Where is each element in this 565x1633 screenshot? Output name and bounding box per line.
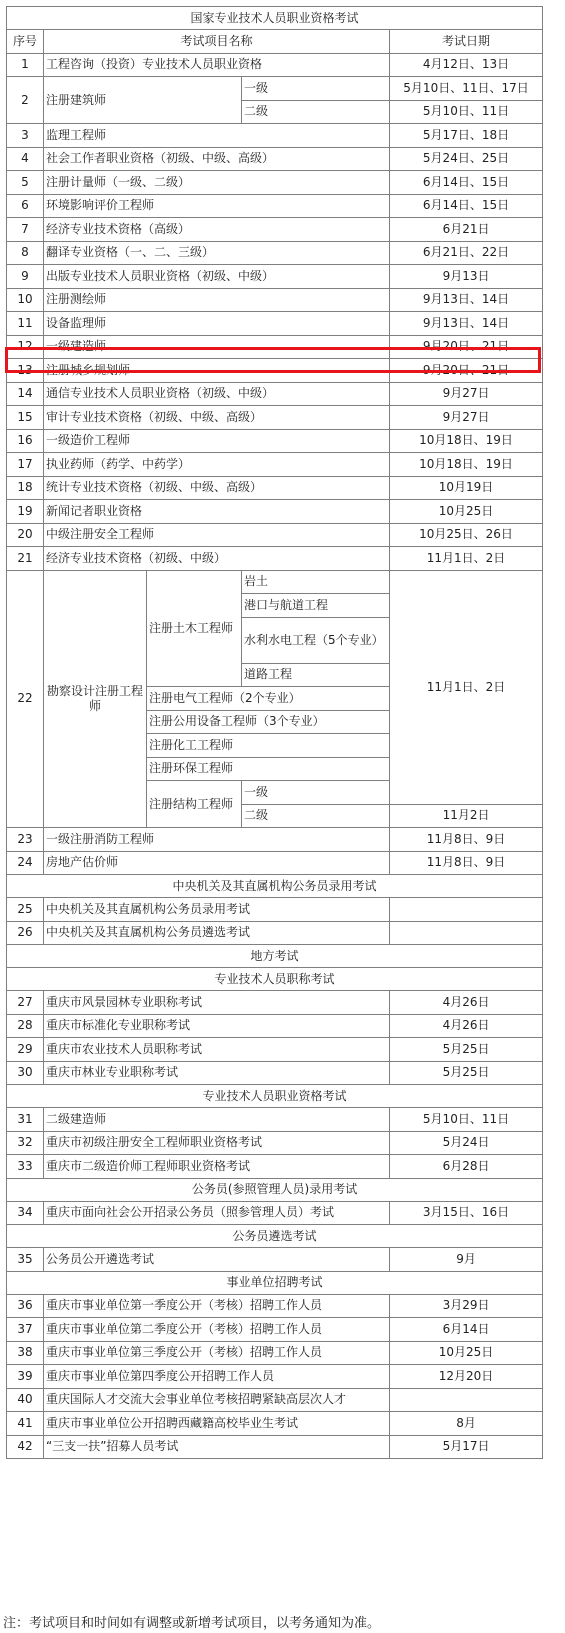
exam-date: 10月18日、19日 <box>390 429 543 453</box>
exam-date: 4月26日 <box>390 991 543 1015</box>
exam-date: 6月14日、15日 <box>390 194 543 218</box>
exam-date: 9月 <box>390 1248 543 1272</box>
row-number: 18 <box>7 476 44 500</box>
exam-date: 11月8日、9日 <box>390 828 543 852</box>
exam-name: 重庆市事业单位第三季度公开（考核）招聘工作人员 <box>44 1341 390 1365</box>
table-row <box>7 851 543 875</box>
exam-name: 翻译专业资格（一、二、三级） <box>44 241 390 265</box>
exam-date: 9月13日 <box>390 265 543 289</box>
exam-date: 9月13日、14日 <box>390 312 543 336</box>
exam-subitem: 港口与航道工程 <box>242 594 390 618</box>
exam-date: 6月14日 <box>390 1318 543 1342</box>
exam-name: 注册计量师（一级、二级） <box>44 171 390 195</box>
table-row <box>7 241 543 265</box>
table-row <box>7 359 543 383</box>
table-row <box>7 288 543 312</box>
exam-date: 3月29日 <box>390 1294 543 1318</box>
row-number: 11 <box>7 312 44 336</box>
exam-subitem: 注册电气工程师（2个专业） <box>147 687 390 711</box>
row-number: 3 <box>7 124 44 148</box>
section-title: 专业技术人员职称考试 <box>7 968 543 991</box>
exam-name: 重庆市林业专业职称考试 <box>44 1061 390 1085</box>
exam-date: 10月25日、26日 <box>390 523 543 547</box>
row-number: 22 <box>7 570 44 828</box>
row-number: 34 <box>7 1201 44 1225</box>
exam-name: 公务员公开遴选考试 <box>44 1248 390 1272</box>
exam-date: 8月 <box>390 1412 543 1436</box>
exam-subitem: 注册公用设备工程师（3个专业） <box>147 710 390 734</box>
exam-name: 新闻记者职业资格 <box>44 500 390 524</box>
exam-date: 4月12日、13日 <box>390 53 543 77</box>
exam-name: 二级建造师 <box>44 1108 390 1132</box>
row-number: 5 <box>7 171 44 195</box>
exam-name: 重庆市事业单位第一季度公开（考核）招聘工作人员 <box>44 1294 390 1318</box>
row-number: 31 <box>7 1108 44 1132</box>
exam-date: 3月15日、16日 <box>390 1201 543 1225</box>
exam-name: 执业药师（药学、中药学） <box>44 453 390 477</box>
table-row <box>7 335 543 359</box>
exam-schedule-table <box>6 6 543 1459</box>
section-title: 地方考试 <box>7 945 543 968</box>
exam-name: 中央机关及其直属机构公务员录用考试 <box>44 898 390 922</box>
exam-date: 10月25日 <box>390 1341 543 1365</box>
table-row <box>7 1038 543 1062</box>
table-row <box>7 1318 543 1342</box>
row-number: 19 <box>7 500 44 524</box>
row-number: 1 <box>7 53 44 77</box>
exam-date: 11月8日、9日 <box>390 851 543 875</box>
exam-date: 5月10日、11日、17日 <box>390 77 543 101</box>
exam-date: 11月2日 <box>390 804 543 828</box>
exam-date: 9月20日、21日 <box>390 359 543 383</box>
row-number: 10 <box>7 288 44 312</box>
exam-date: 5月10日、11日 <box>390 100 543 124</box>
row-number: 26 <box>7 921 44 945</box>
exam-subitem: 水利水电工程（5个专业） <box>242 617 390 663</box>
row-number: 6 <box>7 194 44 218</box>
exam-name: “三支一扶”招募人员考试 <box>44 1435 390 1459</box>
exam-subitem: 一级 <box>242 77 390 101</box>
section-row <box>7 1085 543 1108</box>
exam-subitem: 一级 <box>242 781 390 805</box>
exam-name: 社会工作者职业资格（初级、中级、高级） <box>44 147 390 171</box>
row-number: 36 <box>7 1294 44 1318</box>
exam-date: 5月24日 <box>390 1131 543 1155</box>
row-number: 38 <box>7 1341 44 1365</box>
section-row <box>7 875 543 898</box>
header-item: 考试项目名称 <box>44 30 390 54</box>
table-row <box>7 828 543 852</box>
table-row <box>7 570 543 594</box>
exam-date: 10月18日、19日 <box>390 453 543 477</box>
section-row <box>7 945 543 968</box>
row-number: 13 <box>7 359 44 383</box>
exam-name: 出版专业技术人员职业资格（初级、中级） <box>44 265 390 289</box>
exam-name: 房地产估价师 <box>44 851 390 875</box>
table-row <box>7 53 543 77</box>
exam-name: 统计专业技术资格（初级、中级、高级） <box>44 476 390 500</box>
exam-name: 注册测绘师 <box>44 288 390 312</box>
table-row <box>7 1155 543 1179</box>
exam-date <box>390 1388 543 1412</box>
row-number: 4 <box>7 147 44 171</box>
row-number: 7 <box>7 218 44 242</box>
row-number: 27 <box>7 991 44 1015</box>
exam-date: 5月17日、18日 <box>390 124 543 148</box>
row-number: 21 <box>7 547 44 571</box>
table-row <box>7 171 543 195</box>
exam-name: 注册城乡规划师 <box>44 359 390 383</box>
exam-name: 经济专业技术资格（初级、中级） <box>44 547 390 571</box>
exam-name: 中级注册安全工程师 <box>44 523 390 547</box>
exam-date: 4月26日 <box>390 1014 543 1038</box>
table-row <box>7 1108 543 1132</box>
exam-name: 勘察设计注册工程师 <box>44 570 147 828</box>
exam-subitem: 注册化工工程师 <box>147 734 390 758</box>
exam-date: 5月25日 <box>390 1061 543 1085</box>
exam-subitem: 岩土 <box>242 570 390 594</box>
row-number: 16 <box>7 429 44 453</box>
exam-name: 重庆市面向社会公开招录公务员（照参管理人员）考试 <box>44 1201 390 1225</box>
exam-name: 重庆市二级造价师工程师职业资格考试 <box>44 1155 390 1179</box>
exam-date: 12月20日 <box>390 1365 543 1389</box>
section-row <box>7 7 543 30</box>
row-number: 8 <box>7 241 44 265</box>
section-title: 公务员(参照管理人员)录用考试 <box>7 1178 543 1201</box>
table-row <box>7 898 543 922</box>
exam-name: 一级建造师 <box>44 335 390 359</box>
exam-subitem: 道路工程 <box>242 663 390 687</box>
exam-name: 重庆市风景园林专业职称考试 <box>44 991 390 1015</box>
section-title: 中央机关及其直属机构公务员录用考试 <box>7 875 543 898</box>
table-row <box>7 1365 543 1389</box>
exam-subitem: 注册环保工程师 <box>147 757 390 781</box>
exam-name: 经济专业技术资格（高级） <box>44 218 390 242</box>
table-row <box>7 1388 543 1412</box>
row-number: 28 <box>7 1014 44 1038</box>
table-row <box>7 406 543 430</box>
table-row <box>7 500 543 524</box>
exam-name: 重庆市事业单位第四季度公开招聘工作人员 <box>44 1365 390 1389</box>
table-row <box>7 1131 543 1155</box>
exam-name: 工程咨询（投资）专业技术人员职业资格 <box>44 53 390 77</box>
exam-date: 6月21日、22日 <box>390 241 543 265</box>
row-number: 35 <box>7 1248 44 1272</box>
exam-date: 11月1日、2日 <box>390 570 543 804</box>
header-date: 考试日期 <box>390 30 543 54</box>
table-row <box>7 1435 543 1459</box>
row-number: 37 <box>7 1318 44 1342</box>
table-row <box>7 1201 543 1225</box>
exam-name: 审计专业技术资格（初级、中级、高级） <box>44 406 390 430</box>
row-number: 2 <box>7 77 44 124</box>
exam-date: 9月27日 <box>390 406 543 430</box>
exam-subitem: 二级 <box>242 100 390 124</box>
row-number: 17 <box>7 453 44 477</box>
exam-name: 注册建筑师 <box>44 77 242 124</box>
table-row <box>7 921 543 945</box>
header-row <box>7 30 543 54</box>
table-row <box>7 265 543 289</box>
exam-date: 6月21日 <box>390 218 543 242</box>
exam-date: 9月13日、14日 <box>390 288 543 312</box>
row-number: 14 <box>7 382 44 406</box>
exam-name: 一级造价工程师 <box>44 429 390 453</box>
exam-subitem: 注册土木工程师 <box>147 570 242 687</box>
table-row <box>7 547 543 571</box>
exam-date: 10月19日 <box>390 476 543 500</box>
section-row <box>7 1225 543 1248</box>
table-row <box>7 77 543 101</box>
exam-date: 5月25日 <box>390 1038 543 1062</box>
table-row <box>7 382 543 406</box>
table-row <box>7 194 543 218</box>
exam-date: 9月27日 <box>390 382 543 406</box>
table-row <box>7 1294 543 1318</box>
section-title: 事业单位招聘考试 <box>7 1271 543 1294</box>
row-number: 15 <box>7 406 44 430</box>
table-row <box>7 1061 543 1085</box>
table-row <box>7 1412 543 1436</box>
table-row <box>7 147 543 171</box>
row-number: 39 <box>7 1365 44 1389</box>
row-number: 20 <box>7 523 44 547</box>
exam-date: 5月17日 <box>390 1435 543 1459</box>
row-number: 42 <box>7 1435 44 1459</box>
table-row <box>7 1341 543 1365</box>
section-title: 公务员遴选考试 <box>7 1225 543 1248</box>
exam-name: 重庆市事业单位第二季度公开（考核）招聘工作人员 <box>44 1318 390 1342</box>
exam-name: 环境影响评价工程师 <box>44 194 390 218</box>
table-row <box>7 453 543 477</box>
exam-name: 通信专业技术人员职业资格（初级、中级） <box>44 382 390 406</box>
exam-name: 设备监理师 <box>44 312 390 336</box>
exam-name: 一级注册消防工程师 <box>44 828 390 852</box>
row-number: 32 <box>7 1131 44 1155</box>
table-row <box>7 991 543 1015</box>
row-number: 29 <box>7 1038 44 1062</box>
exam-date: 5月10日、11日 <box>390 1108 543 1132</box>
table-row <box>7 218 543 242</box>
row-number: 23 <box>7 828 44 852</box>
section-row <box>7 1271 543 1294</box>
exam-name: 重庆市初级注册安全工程师职业资格考试 <box>44 1131 390 1155</box>
row-number: 41 <box>7 1412 44 1436</box>
exam-name: 中央机关及其直属机构公务员遴选考试 <box>44 921 390 945</box>
section-row <box>7 1178 543 1201</box>
row-number: 33 <box>7 1155 44 1179</box>
exam-name: 监理工程师 <box>44 124 390 148</box>
header-number: 序号 <box>7 30 44 54</box>
exam-date: 6月14日、15日 <box>390 171 543 195</box>
table-row <box>7 429 543 453</box>
table-row <box>7 1248 543 1272</box>
exam-date: 9月20日、21日 <box>390 335 543 359</box>
exam-date: 5月24日、25日 <box>390 147 543 171</box>
exam-date: 6月28日 <box>390 1155 543 1179</box>
table-row <box>7 523 543 547</box>
table-row <box>7 312 543 336</box>
exam-subitem: 二级 <box>242 804 390 828</box>
exam-subitem: 注册结构工程师 <box>147 781 242 828</box>
section-title: 国家专业技术人员职业资格考试 <box>7 7 543 30</box>
exam-name: 重庆市事业单位公开招聘西藏籍高校毕业生考试 <box>44 1412 390 1436</box>
section-row <box>7 968 543 991</box>
footnote: 注：考试项目和时间如有调整或新增考试项目，以考务通知为准。 <box>3 1616 381 1631</box>
exam-name: 重庆市标准化专业职称考试 <box>44 1014 390 1038</box>
row-number: 12 <box>7 335 44 359</box>
row-number: 25 <box>7 898 44 922</box>
row-number: 24 <box>7 851 44 875</box>
exam-date: 11月1日、2日 <box>390 547 543 571</box>
exam-name: 重庆国际人才交流大会事业单位考核招聘紧缺高层次人才 <box>44 1388 390 1412</box>
exam-name: 重庆市农业技术人员职称考试 <box>44 1038 390 1062</box>
exam-date <box>390 898 543 922</box>
row-number: 30 <box>7 1061 44 1085</box>
exam-date <box>390 921 543 945</box>
table-row <box>7 124 543 148</box>
row-number: 9 <box>7 265 44 289</box>
table-row <box>7 1014 543 1038</box>
exam-date: 10月25日 <box>390 500 543 524</box>
row-number: 40 <box>7 1388 44 1412</box>
table-row <box>7 476 543 500</box>
section-title: 专业技术人员职业资格考试 <box>7 1085 543 1108</box>
